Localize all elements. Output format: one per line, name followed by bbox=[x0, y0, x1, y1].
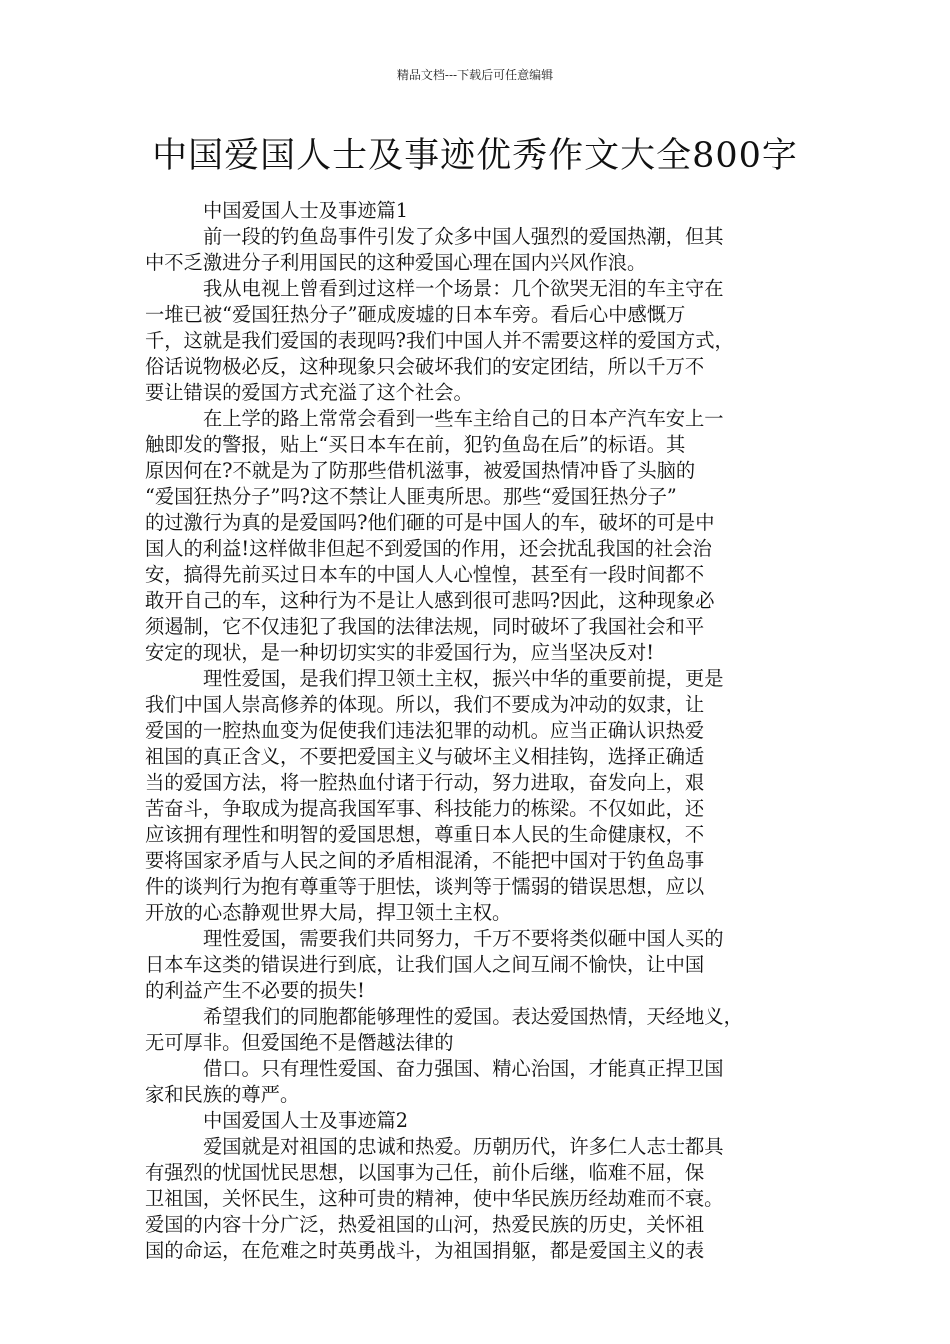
text-line: 开放的心态静观世界大局，捍卫领土主权。 bbox=[145, 901, 512, 924]
text-line: 应该拥有理性和明智的爱国思想，尊重日本人民的生命健康权，不 bbox=[145, 823, 705, 846]
document-body bbox=[145, 198, 825, 1264]
text-line: 祖国的真正含义，不要把爱国主义与破坏主义相挂钩，选择正确适 bbox=[145, 745, 705, 768]
text-line: 原因何在?不就是为了防那些借机滋事，被爱国热情冲昏了头脑的 bbox=[145, 459, 696, 482]
text-line: 要让错误的爱国方式充溢了这个社会。 bbox=[145, 381, 473, 404]
text-line: 理性爱国，需要我们共同努力，千万不要将类似砸中国人买的 bbox=[203, 927, 724, 950]
text-line: 爱国的内容十分广泛，热爱祖国的山河，热爱民族的历史，关怀祖 bbox=[145, 1213, 705, 1236]
text-line: 安，搞得先前买过日本车的中国人人心惶惶，甚至有一段时间都不 bbox=[145, 563, 705, 586]
text-line: 触即发的警报，贴上“买日本车在前，犯钓鱼岛在后”的标语。其 bbox=[145, 433, 686, 456]
page-title: 中国爱国人士及事迹优秀作文大全800字 bbox=[152, 136, 798, 176]
text-line: 的利益产生不必要的损失! bbox=[145, 979, 365, 1002]
text-line: 我们中国人崇高修养的体现。所以，我们不要成为冲动的奴隶，让 bbox=[145, 693, 705, 716]
text-line: 我从电视上曾看到过这样一个场景：几个欲哭无泪的车主守在 bbox=[203, 277, 724, 300]
text-line: 千，这就是我们爱国的表现吗?我们中国人并不需要这样的爱国方式， bbox=[145, 329, 734, 352]
text-line: 在上学的路上常常会看到一些车主给自己的日本产汽车安上一 bbox=[203, 407, 724, 430]
text-line: “爱国狂热分子”吗?这不禁让人匪夷所思。那些“爱国狂热分子” bbox=[145, 485, 677, 508]
text-line: 有强烈的忧国忧民思想，以国事为己任，前仆后继，临难不屈，保 bbox=[145, 1161, 705, 1184]
text-line: 无可厚非。但爱国绝不是僭越法律的 bbox=[145, 1031, 454, 1054]
text-line: 家和民族的尊严。 bbox=[145, 1083, 300, 1106]
text-line: 卫祖国，关怀民生，这种可贵的精神，使中华民族历经劫难而不衰。 bbox=[145, 1187, 724, 1210]
text-line: 须遏制，它不仅违犯了我国的法律法规，同时破坏了我国社会和平 bbox=[145, 615, 705, 638]
text-line: 爱国就是对祖国的忠诚和热爱。历朝历代，许多仁人志士都具 bbox=[203, 1135, 724, 1158]
page-header: 精品文档---下载后可任意编辑 bbox=[396, 68, 554, 82]
text-line: 俗话说物极必反，这种现象只会破坏我们的安定团结，所以千万不 bbox=[145, 355, 705, 378]
text-line: 日本车这类的错误进行到底，让我们国人之间互闹不愉快，让中国 bbox=[145, 953, 705, 976]
text-line: 敢开自己的车，这种行为不是让人感到很可悲吗?因此，这种现象必 bbox=[145, 589, 715, 612]
text-line: 当的爱国方法，将一腔热血付诸于行动，努力进取，奋发向上，艰 bbox=[145, 771, 705, 794]
text-line: 前一段的钓鱼岛事件引发了众多中国人强烈的爱国热潮，但其 bbox=[203, 225, 724, 248]
text-line: 件的谈判行为抱有尊重等于胆怯，谈判等于懦弱的错误思想，应以 bbox=[145, 875, 705, 898]
text-line: 苦奋斗，争取成为提高我国军事、科技能力的栋梁。不仅如此，还 bbox=[145, 797, 705, 820]
text-line: 一堆已被“爱国狂热分子”砸成废墟的日本车旁。看后心中感慨万 bbox=[145, 303, 686, 326]
text-line: 中不乏激进分子利用国民的这种爱国心理在国内兴风作浪。 bbox=[145, 251, 647, 274]
text-line: 希望我们的同胞都能够理性的爱国。表达爱国热情，天经地义， bbox=[203, 1005, 743, 1028]
text-line: 国人的利益!这样做非但起不到爱国的作用，还会扰乱我国的社会治 bbox=[145, 537, 712, 560]
text-line: 借口。只有理性爱国、奋力强国、精心治国，才能真正捍卫国 bbox=[203, 1057, 724, 1080]
text-line: 中国爱国人士及事迹篇1 bbox=[203, 199, 409, 222]
text-line: 安定的现状，是一种切切实实的非爱国行为，应当坚决反对! bbox=[145, 641, 655, 664]
text-line: 要将国家矛盾与人民之间的矛盾相混淆，不能把中国对于钓鱼岛事 bbox=[145, 849, 705, 872]
text-line: 理性爱国，是我们捍卫领土主权，振兴中华的重要前提，更是 bbox=[203, 667, 724, 690]
text-line: 爱国的一腔热血变为促使我们违法犯罪的动机。应当正确认识热爱 bbox=[145, 719, 705, 742]
text-line: 的过激行为真的是爱国吗?他们砸的可是中国人的车，破坏的可是中 bbox=[145, 511, 715, 534]
text-line: 中国爱国人士及事迹篇2 bbox=[203, 1109, 409, 1132]
text-line: 国的命运，在危难之时英勇战斗，为祖国捐躯，都是爱国主义的表 bbox=[145, 1239, 705, 1262]
